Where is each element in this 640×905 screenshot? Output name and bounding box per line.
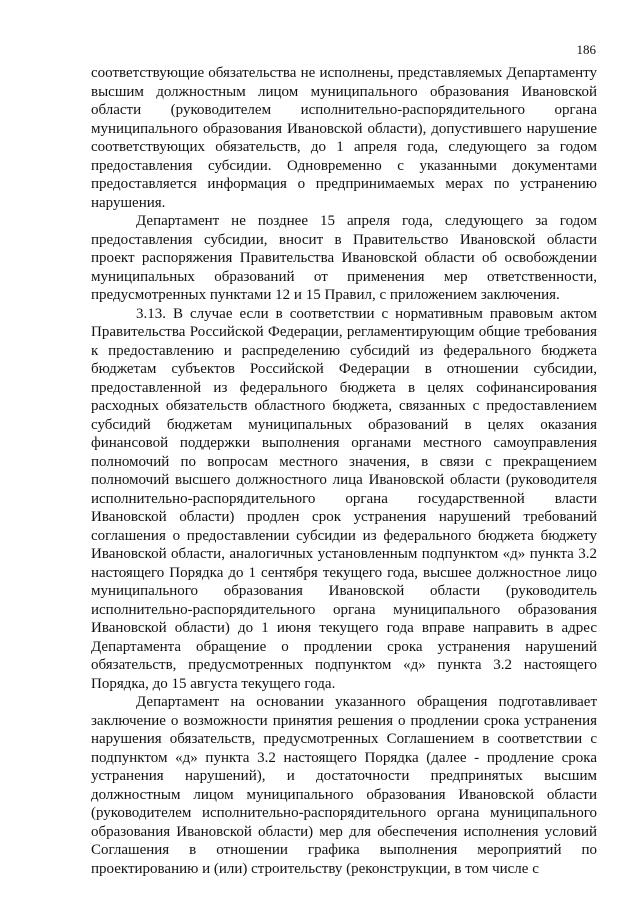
page-number: 186 [576,42,596,57]
paragraph-clause-3-13: 3.13. В случае если в соответствии с нормативным правовым актом Правительства Российской Федерации, регламентирующим общие требования к предоставлению и распределению субсидий из федерального бюджета бюджетам субъектов Российской Федерации в отношении субсидии, предоставленной из федерального бюджета в целях софинансирования расходных обязательств областного бюджета, связанных с предоставлением субсидий бюджетам муниципальных образований в целях оказания финансовой поддержки выполнения органами местного самоуправления полномочий по вопросам местного значения, в связи с прекращением полномочий высшего должностного лица Ивановской области (руководителя исполнительно-распорядительного органа государственной власти Ивановской области) продлен срок устранения нарушений требований соглашения о предоставлении субсидии из федерального бюджета бюджету Ивановской области, аналогичных установленным подпунктом «д» пункта 3.2 настоящего Порядка до 1 сентября текущего года, высшее должностное лицо муниципального образования Ивановской области (руководитель исполнительно-распорядительного органа муниципального образования Ивановской области) до 1 июня текущего года вправе направить в адрес Департамента обращение о продлении срока устранения нарушений обязательств, предусмотренных подпунктом «д» пункта 3.2 настоящего Порядка, до 15 августа текущего года. [91,305,597,692]
paragraph-department-conclusion: Департамент на основании указанного обращения подготавливает заключение о возможности принятия решения о продлении срока устранения нарушения обязательств, предусмотренных Соглашением в соответствии с подпунктом «д» пункта 3.2 настоящего Порядка (далее - продление срока устранения нарушений), и достаточности предпринятых высшим должностным лицом муниципального образования Ивановской области (руководителем исполнительно-распорядительного органа муниципального образования Ивановской области) мер для обеспечения исполнения условий Соглашения в отношении графика выполнения мероприятий по проектированию и (или) строительству (реконструкции, в том числе с [91,694,597,877]
paragraph-department-deadline: Департамент не позднее 15 апреля года, следующего за годом предоставления субсидии, вносит в Правительство Ивановской области проект распоряжения Правительства Ивановской области об освобождении муниципальных образований от применения мер ответственности, предусмотренных пунктами 12 и 15 Правил, с приложением заключения. [91,213,597,303]
paragraph-continuation: соответствующие обязательства не исполнены, представляемых Департаменту высшим должностным лицом муниципального образования Ивановской области (руководителем исполнительно-распорядительного органа муниципального образования Ивановской области), допустившего нарушение соответствующих обязательств, до 1 апреля года, следующего за годом предоставления субсидии. Одновременно с указанными документами предоставляется информация о предпринимаемых мерах по устранению нарушения. [91,65,597,211]
document-body [91,64,597,878]
